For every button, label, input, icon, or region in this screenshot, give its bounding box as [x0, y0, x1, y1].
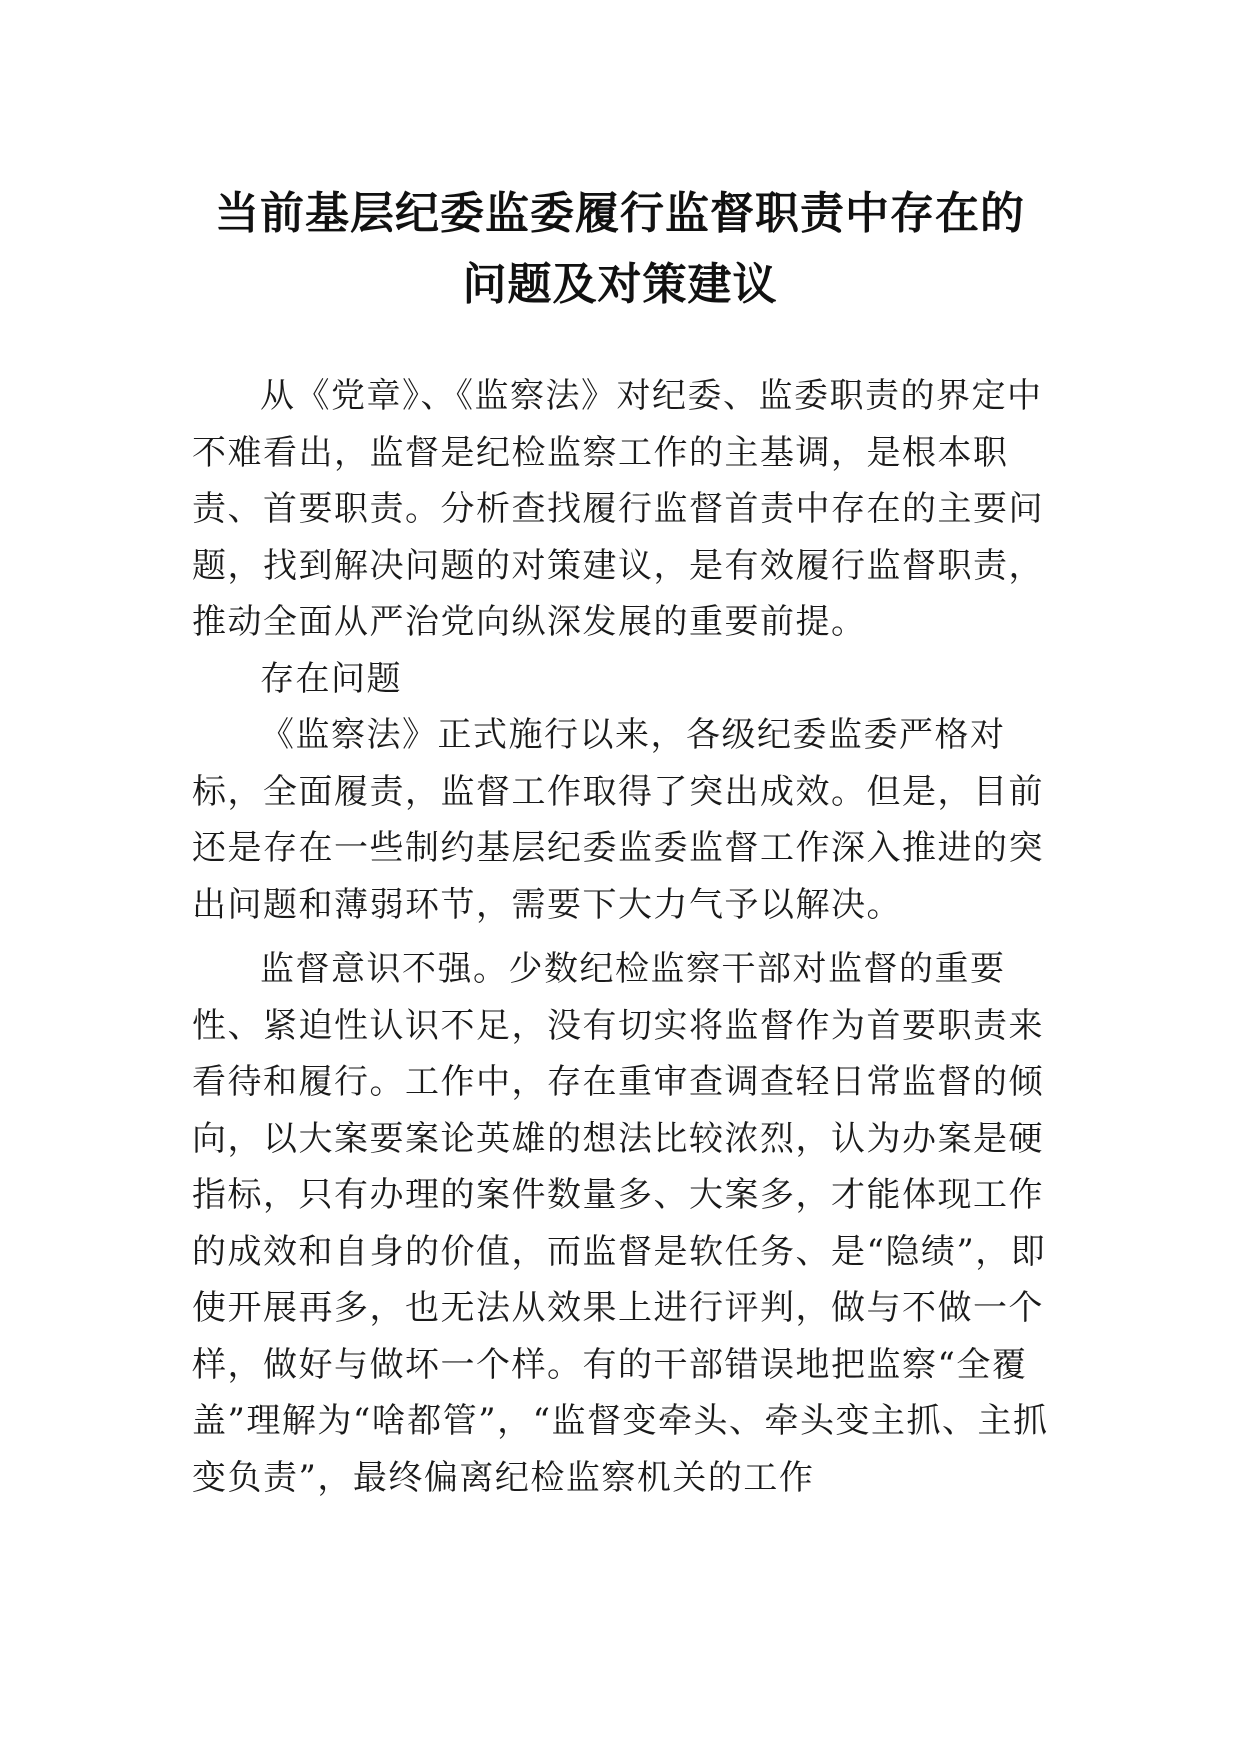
section-heading-problems: 存在问题	[260, 658, 402, 699]
paragraph-intro: 从《党章》、《监察法》对纪委、监委职责的界定中不难看出，监督是纪检监察工作的主基调，是根本职责、首要职责。分析查找履行监督首责中存在的主要问题，找到解决问题的对策建议，是有效履行监督职责，推动全面从严治党向纵深发展的重要前提。	[192, 376, 1044, 642]
paragraph-overview: 《监察法》正式施行以来，各级纪委监委严格对标，全面履责，监督工作取得了突出成效。但是，目前还是存在一些制约基层纪委监委监督工作深入推进的突出问题和薄弱环节，需要下大力气予以解决。	[192, 715, 1044, 925]
paragraph-supervision-awareness: 监督意识不强。少数纪检监察干部对监督的重要性、紧迫性认识不足，没有切实将监督作为首要职责来看待和履行。工作中，存在重审查调查轻日常监督的倾向，以大案要案论英雄的想法比较浓烈，认为办案是硬指标，只有办理的案件数量多、大案多，才能体现工作的成效和自身的价值，而监督是软任务、是“隐绩”，即使开展再多，也无法从效果上进行评判，做与不做一个样，做好与做坏一个样。有的干部错误地把监察“全覆盖”理解为“啥都管”，“监督变牵头、牵头变主抓、主抓变负责”，最终偏离纪检监察机关的工作	[192, 949, 1049, 1498]
document-title	[150, 178, 1090, 320]
document-body	[192, 368, 1072, 1506]
title-line-1: 当前基层纪委监委履行监督职责中存在的	[215, 188, 1025, 239]
title-line-2: 问题及对策建议	[462, 259, 778, 310]
